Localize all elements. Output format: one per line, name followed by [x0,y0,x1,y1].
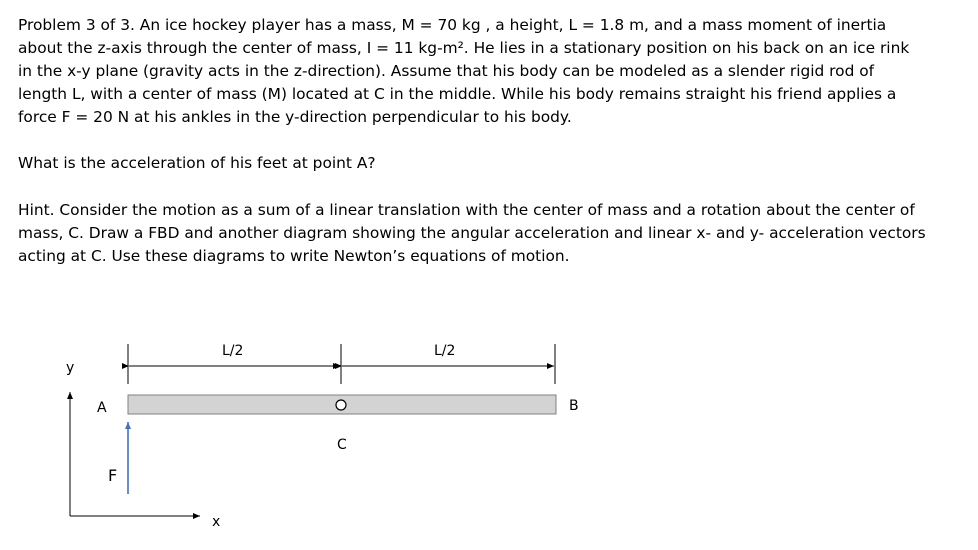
problem-line: length L, with a center of mass (M) located at C in the middle. While his body remains straight his friend applies a [18,85,897,103]
y-axis-label: y [66,360,75,376]
hint-line: Hint. Consider the motion as a sum of a linear translation with the center of mass and a rotation about the center of [18,201,915,219]
hint-line: acting at C. Use these diagrams to write Newton’s equations of motion. [18,247,570,265]
problem-line: force F = 20 N at his ankles in the y-direction perpendicular to his body. [18,108,572,126]
point-b-label: B [569,398,579,414]
center-of-mass-marker [336,400,346,410]
point-c-label: C [337,437,347,453]
problem-line: about the z-axis through the center of mass, I = 11 kg-m². He lies in a stationary position on his back on an ice rink [18,39,910,57]
point-a-label: A [97,400,107,416]
dim-label-left: L/2 [222,343,244,359]
force-label: F [108,466,118,485]
dim-label-right: L/2 [434,343,456,359]
hint-line: mass, C. Draw a FBD and another diagram showing the angular acceleration and linear x- and y- acceleration vectors [18,224,926,242]
problem-line: Problem 3 of 3. An ice hockey player has a mass, M = 70 kg , a height, L = 1.8 m, and a mass moment of inertia [18,16,887,34]
x-axis-label: x [212,514,221,530]
question-text: What is the acceleration of his feet at point A? [18,154,376,172]
problem-line: in the x-y plane (gravity acts in the z-direction). Assume that his body can be modeled as a slender rigid rod of [18,62,875,80]
